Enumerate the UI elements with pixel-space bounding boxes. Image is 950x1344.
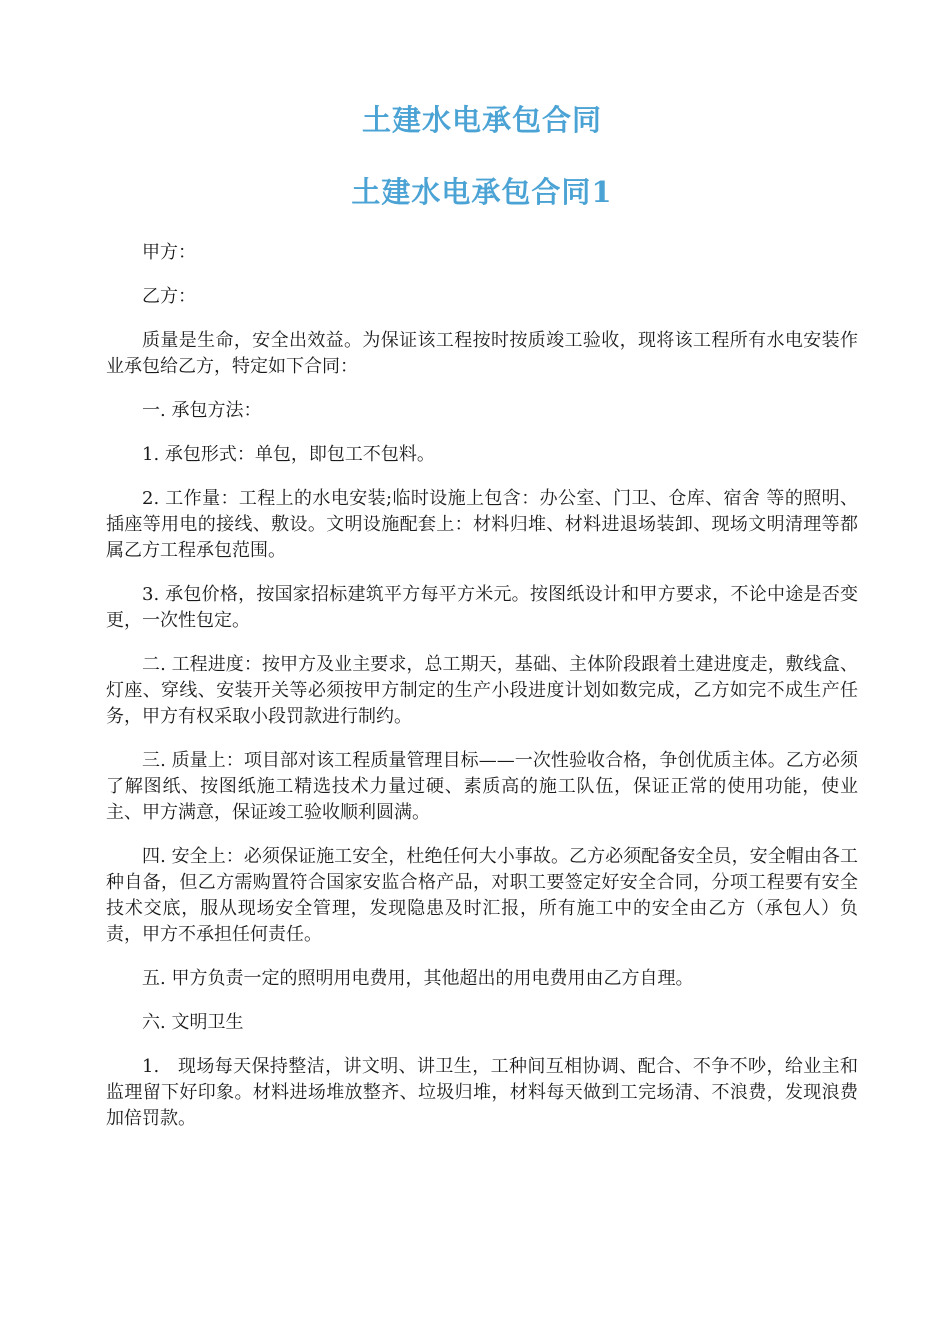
paragraph-section-1: 一. 承包方法： [142,400,262,421]
paragraph-item-1-1: 1. 承包形式：单包，即包工不包料。 [142,444,435,465]
paragraph-section-3: 三. 质量上：项目部对该工程质量管理目标——一次性验收合格，争创优质主体。乙方必须了解图纸、按图纸施工精选技术力量过硬、素质高的施工队伍，保证正常的使用功能，使业主、甲方满意，保证竣工验收顺利圆满。 [106,750,858,823]
paragraph-party-a: 甲方： [142,242,196,263]
paragraph-section-4: 四. 安全上：必须保证施工安全，杜绝任何大小事故。乙方必须配备安全员，安全帽由各工种自备，但乙方需购置符合国家安监合格产品，对职工要签定好安全合同，分项工程要有安全技术交底，服从现场安全管理，发现隐患及时汇报，所有施工中的安全由乙方（承包人）负责，甲方不承担任何责任。 [106,846,858,945]
paragraph-item-1-2: 2. 工作量：工程上的水电安装;临时设施上包含：办公室、门卫、仓库、宿舍 等的照明、插座等用电的接线、敷设。文明设施配套上：材料归堆、材料进退场装卸、现场文明清理等都属乙方工程承包范围。 [106,488,858,561]
paragraph-item-1-3: 3. 承包价格，按国家招标建筑平方每平方米元。按图纸设计和甲方要求，不论中途是否变更，一次性包定。 [106,584,858,631]
document-subtitle: 土建水电承包合同1 [351,175,613,209]
document-page [106,100,858,1150]
paragraph-intro: 质量是生命，安全出效益。为保证该工程按时按质竣工验收，现将该工程所有水电安装作业承包给乙方，特定如下合同： [106,330,858,377]
paragraph-item-6-1: 1. 现场每天保持整洁，讲文明、讲卫生，工种间互相协调、配合、不争不吵，给业主和监理留下好印象。材料进场堆放整齐、垃圾归堆，材料每天做到工完场清、不浪费，发现浪费加倍罚款。 [106,1056,858,1129]
document-title: 土建水电承包合同 [361,103,602,137]
paragraph-party-b: 乙方： [142,286,196,307]
paragraph-section-2: 二. 工程进度：按甲方及业主要求，总工期天，基础、主体阶段跟着土建进度走，敷线盒、灯座、穿线、安装开关等必须按甲方制定的生产小段进度计划如数完成，乙方如完不成生产任务，甲方有权采取小段罚款进行制约。 [106,654,858,727]
paragraph-section-5: 五. 甲方负责一定的照明用电费用，其他超出的用电费用由乙方自理。 [142,968,694,989]
paragraph-section-6: 六. 文明卫生 [142,1012,244,1033]
